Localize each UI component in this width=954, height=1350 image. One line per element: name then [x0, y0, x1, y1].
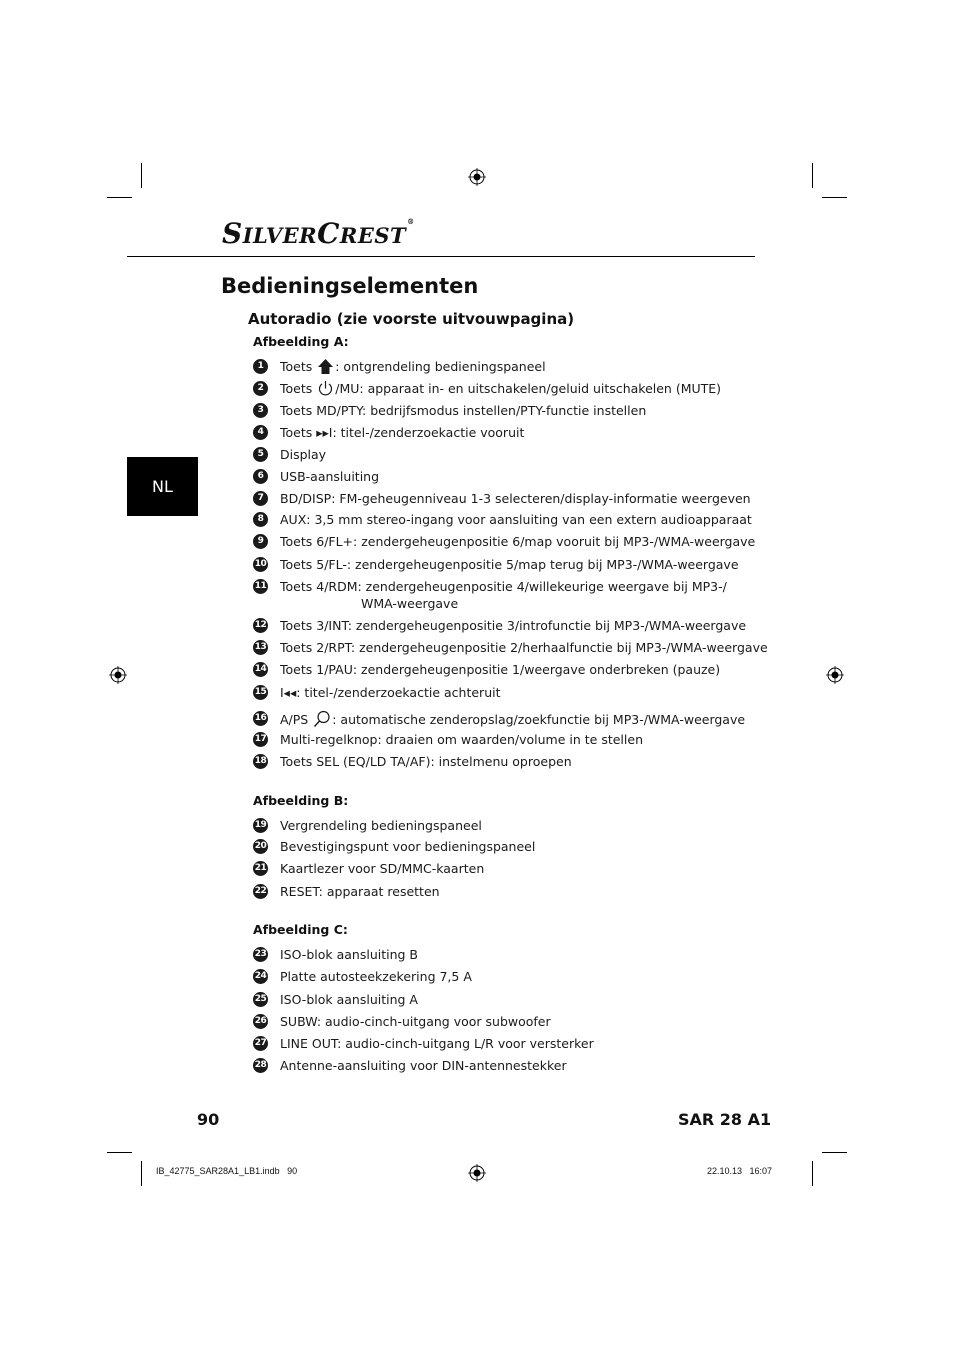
language-tab: NL	[127, 457, 198, 516]
registration-mark-icon	[109, 666, 127, 684]
figure-a-heading: Afbeelding A:	[253, 334, 349, 349]
figure-b-heading: Afbeelding B:	[253, 793, 349, 808]
crop-mark	[822, 1152, 847, 1153]
model-number: SAR 28 A1	[678, 1110, 772, 1129]
search-icon	[313, 710, 331, 728]
crop-mark	[107, 1152, 132, 1153]
header-rule	[127, 256, 755, 257]
home-icon	[317, 358, 334, 375]
print-file-info: IB_42775_SAR28A1_LB1.indb 90	[156, 1166, 298, 1176]
crop-mark	[812, 1161, 813, 1186]
figure-c-heading: Afbeelding C:	[253, 922, 348, 937]
print-date-time: 22.10.13 16:07	[707, 1166, 773, 1176]
crop-mark	[812, 163, 813, 188]
crop-mark	[107, 197, 132, 198]
registration-mark-icon	[826, 666, 844, 684]
power-icon	[317, 380, 334, 397]
page-title: Bedieningselementen	[221, 274, 479, 298]
crop-mark	[141, 163, 142, 188]
crop-mark	[141, 1161, 142, 1186]
registration-mark-icon	[468, 1164, 486, 1182]
crop-mark	[822, 197, 847, 198]
silvercrest-logo: SILVERCREST®	[222, 217, 415, 250]
section-subtitle: Autoradio (zie voorste uitvouwpagina)	[248, 310, 575, 328]
registration-mark-icon	[468, 168, 486, 186]
page-number: 90	[197, 1110, 220, 1129]
